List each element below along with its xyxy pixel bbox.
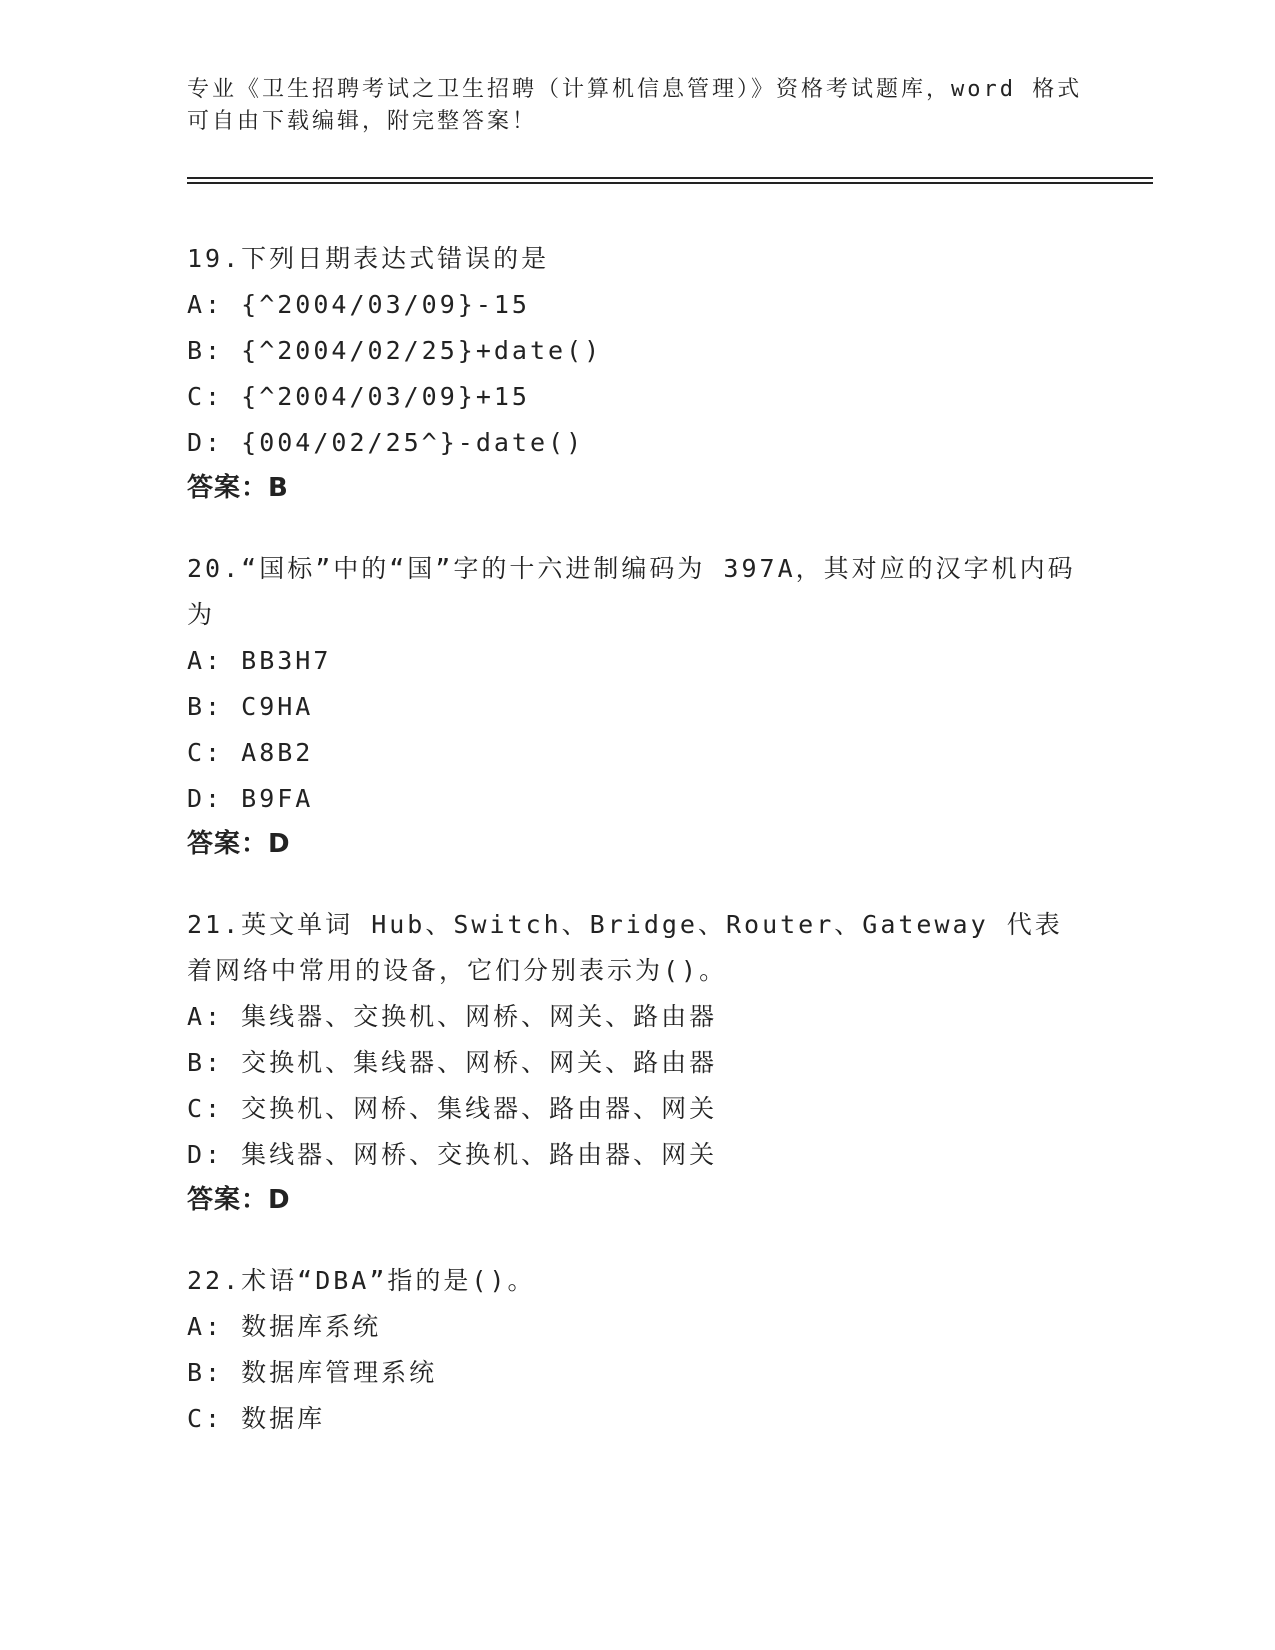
header-divider-bottom: [187, 182, 1153, 184]
question-stem: 19.下列日期表达式错误的是: [187, 244, 550, 273]
option-d: D: 集线器、网桥、交换机、路由器、网关: [187, 1140, 718, 1169]
question-20: [187, 546, 1087, 866]
header-line-1: 专业《卫生招聘考试之卫生招聘（计算机信息管理）》资格考试题库，word 格式: [187, 77, 1083, 102]
header-line-2: 可自由下载编辑，附完整答案！: [187, 109, 538, 134]
answer-label: 答案：D: [187, 1185, 291, 1215]
option-b: B: {^2004/02/25}+date(): [187, 336, 603, 365]
option-a: A: 数据库系统: [187, 1312, 382, 1341]
option-a: A: 集线器、交换机、网桥、网关、路由器: [187, 1002, 718, 1031]
question-21: [187, 902, 1087, 1222]
answer-label: 答案：B: [187, 473, 289, 503]
option-d: D: B9FA: [187, 784, 314, 813]
header-divider-top: [187, 177, 1153, 179]
option-d: D: {004/02/25^}-date(): [187, 428, 585, 457]
question-list: [187, 236, 1087, 1478]
document-header: [187, 74, 1087, 138]
option-b: B: C9HA: [187, 692, 314, 721]
question-stem: 20.“国标”中的“国”字的十六进制编码为 397A，其对应的汉字机内码为: [187, 554, 1076, 629]
option-c: C: A8B2: [187, 738, 314, 767]
option-c: C: {^2004/03/09}+15: [187, 382, 530, 411]
option-a: A: {^2004/03/09}-15: [187, 290, 530, 319]
option-b: B: 交换机、集线器、网桥、网关、路由器: [187, 1048, 718, 1077]
answer-label: 答案：D: [187, 829, 291, 859]
option-c: C: 交换机、网桥、集线器、路由器、网关: [187, 1094, 718, 1123]
option-c: C: 数据库: [187, 1404, 326, 1433]
question-stem: 22.术语“DBA”指的是()。: [187, 1266, 536, 1295]
question-stem: 21.英文单词 Hub、Switch、Bridge、Router、Gateway 代表着网络中常用的设备，它们分别表示为()。: [187, 910, 1063, 985]
option-a: A: BB3H7: [187, 646, 332, 675]
question-19: [187, 236, 1087, 510]
question-22: [187, 1258, 1087, 1442]
option-b: B: 数据库管理系统: [187, 1358, 438, 1387]
